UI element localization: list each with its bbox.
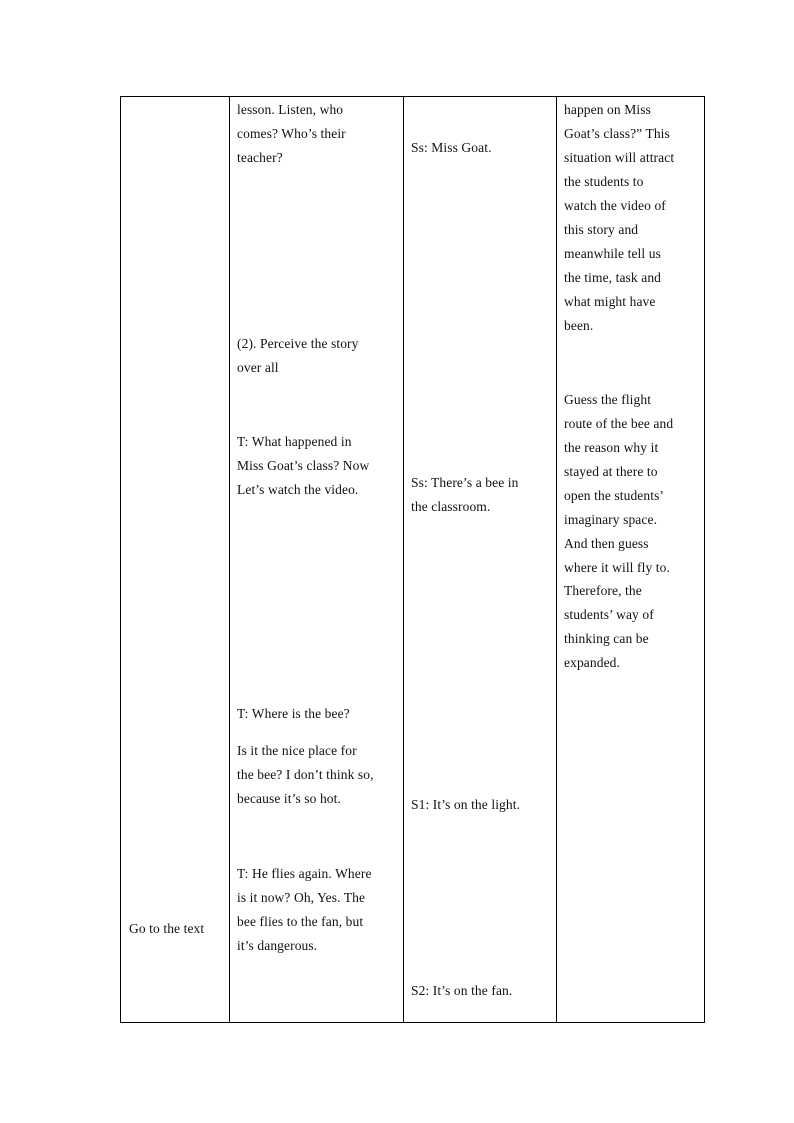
text-line: Ss: There’s a bee in <box>411 475 519 490</box>
section-label: Go to the text <box>129 921 205 936</box>
column-divider-3 <box>556 97 557 1022</box>
text-line: (2). Perceive the story <box>237 336 359 351</box>
text-line: Ss: Miss Goat. <box>411 140 492 155</box>
text-line: open the students’ <box>564 488 665 503</box>
text-line: route of the bee and <box>564 416 674 431</box>
text-line: T: Where is the bee? <box>237 706 350 721</box>
text-line: where it will fly to. <box>564 560 670 575</box>
text-line: been. <box>564 318 594 333</box>
text-line: situation will attract <box>564 150 675 165</box>
column-divider-2 <box>403 97 404 1022</box>
text-line: the classroom. <box>411 499 491 514</box>
text-line: Let’s watch the video. <box>237 482 359 497</box>
text-line: thinking can be <box>564 631 649 646</box>
text-line: what might have <box>564 294 656 309</box>
text-line: Therefore, the <box>564 583 642 598</box>
text-line: Miss Goat’s class? Now <box>237 458 370 473</box>
text-line: the time, task and <box>564 270 662 285</box>
text-line: Guess the flight <box>564 392 652 407</box>
text-line: watch the video of <box>564 198 666 213</box>
text-line: And then guess <box>564 536 649 551</box>
text-line: meanwhile tell us <box>564 246 661 261</box>
text-line: this story and <box>564 222 639 237</box>
text-line: happen on Miss <box>564 102 651 117</box>
text-line: the bee? I don’t think so, <box>237 767 374 782</box>
text-line: over all <box>237 360 279 375</box>
text-line: students’ way of <box>564 607 654 622</box>
text-line: S2: It’s on the fan. <box>411 983 513 998</box>
text-line: stayed at there to <box>564 464 658 479</box>
text-line: bee flies to the fan, but <box>237 914 364 929</box>
text-line: T: What happened in <box>237 434 352 449</box>
text-line: teacher? <box>237 150 283 165</box>
column-divider-1 <box>229 97 230 1022</box>
text-line: S1: It’s on the light. <box>411 797 521 812</box>
text-line: because it’s so hot. <box>237 791 341 806</box>
text-line: imaginary space. <box>564 512 658 527</box>
text-line: comes? Who’s their <box>237 126 346 141</box>
text-line: lesson. Listen, who <box>237 102 344 117</box>
text-line: it’s dangerous. <box>237 938 318 953</box>
text-line: Goat’s class?” This <box>564 126 670 141</box>
text-line: T: He flies again. Where <box>237 866 372 881</box>
text-line: the reason why it <box>564 440 659 455</box>
text-line: the students to <box>564 174 644 189</box>
lesson-plan-table <box>120 96 705 1023</box>
text-line: is it now? Oh, Yes. The <box>237 890 366 905</box>
text-line: Is it the nice place for <box>237 743 357 758</box>
text-line: expanded. <box>564 655 621 670</box>
